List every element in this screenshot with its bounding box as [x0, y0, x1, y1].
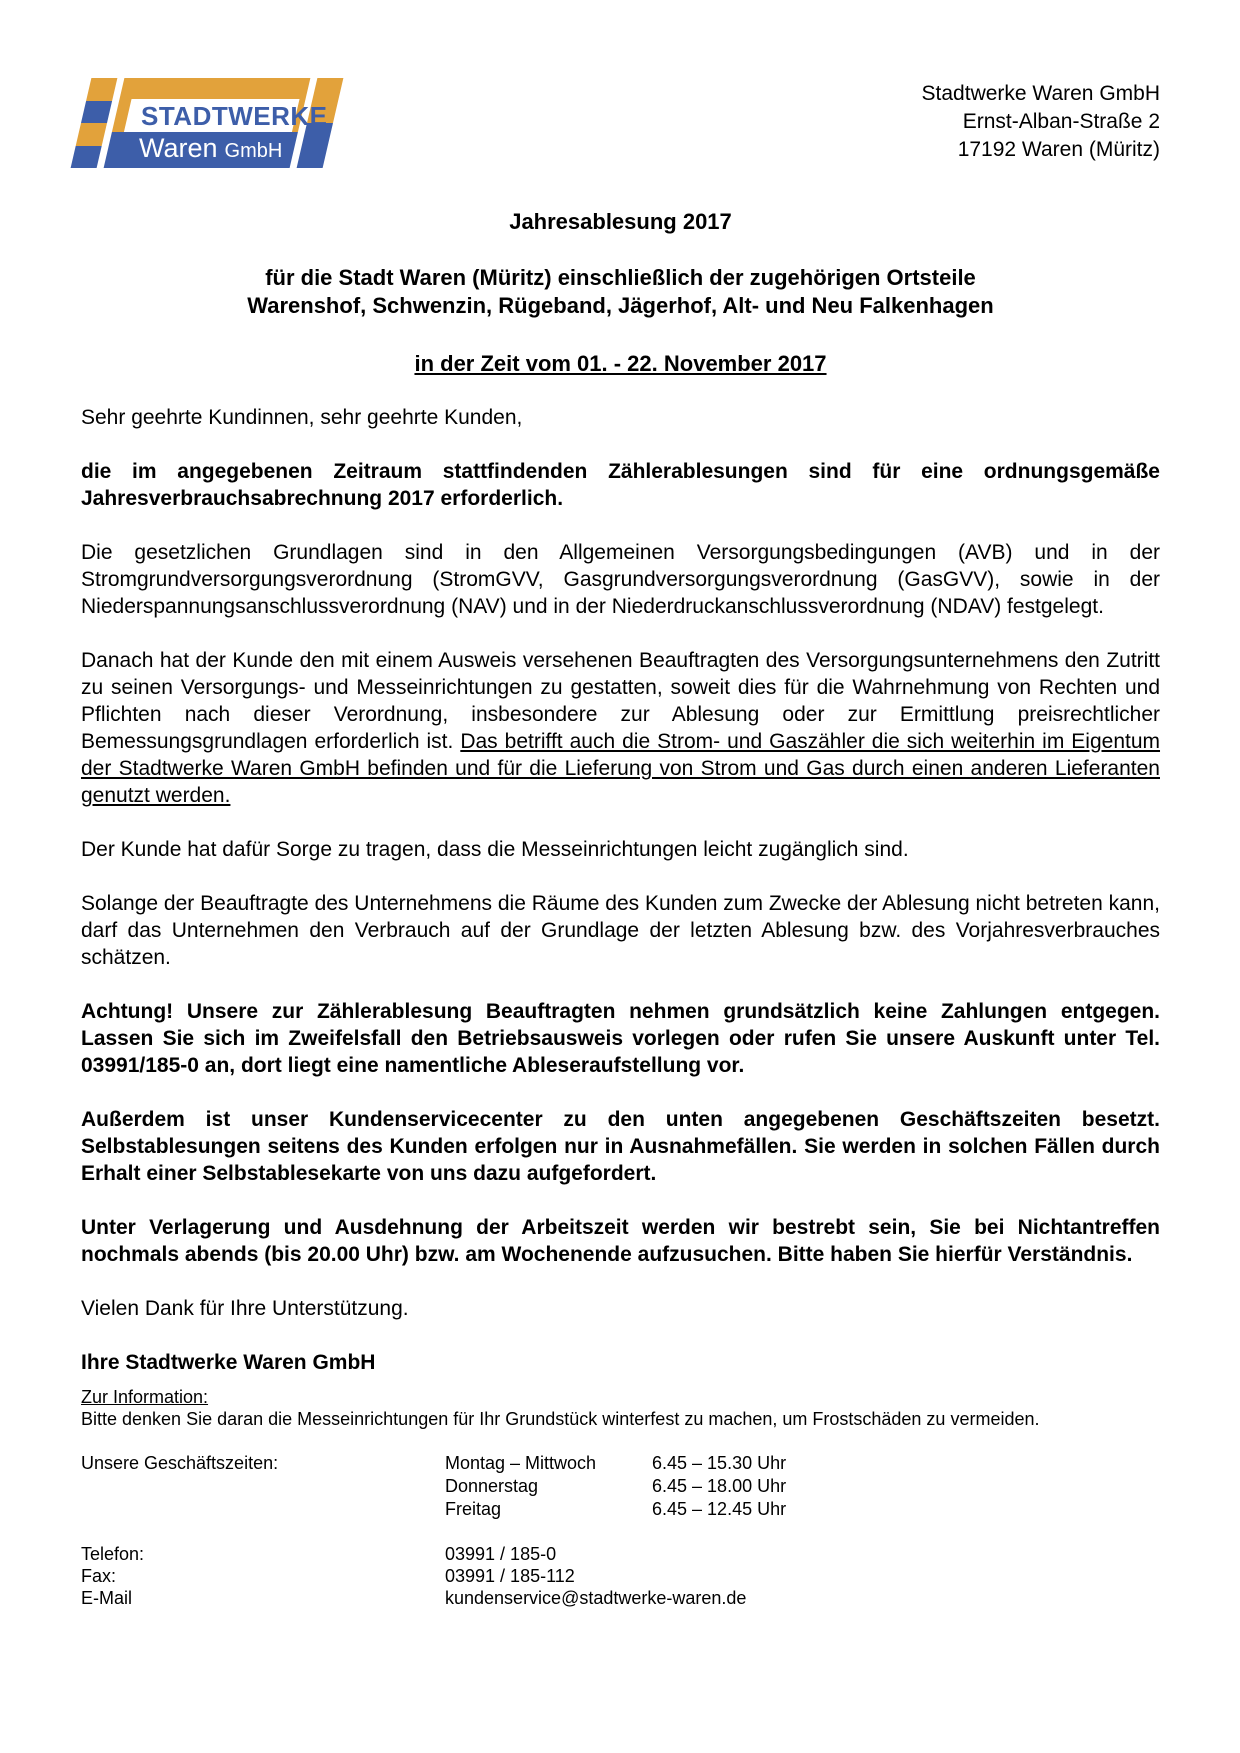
hours-time: 6.45 – 12.45 Uhr — [652, 1499, 787, 1519]
logo-stripe — [71, 146, 102, 169]
logo-subtitle — [139, 134, 282, 165]
paragraph-no-payments: Achtung! Unsere zur Zählerablesung Beauftragten nehmen grundsätzlich keine Zahlungen entgegen. Lassen Sie sich im Zweifelsfall den Betriebsausweis vorlegen oder rufen Sie unsere Auskunft unter Tel. 03991/185-0 an, dort liegt eine namentliche Ableseraufstellung vor. — [81, 1000, 1160, 1077]
contact-value: kundenservice@stadtwerke-waren.de — [445, 1588, 747, 1608]
business-hours — [81, 1452, 1160, 1521]
logo-stripe — [76, 123, 107, 146]
table-row — [81, 1543, 1160, 1565]
hours-time: 6.45 – 18.00 Uhr — [652, 1476, 787, 1496]
hours-days: Montag – Mittwoch — [445, 1453, 597, 1473]
logo-stripe — [86, 78, 117, 101]
info-heading: Zur Information: — [81, 1387, 209, 1407]
table-row — [81, 1587, 1160, 1609]
hours-days: Freitag — [445, 1499, 502, 1519]
letter-header — [81, 78, 1160, 170]
contact-value: 03991 / 185-112 — [445, 1566, 575, 1586]
paragraph-accessibility: Der Kunde hat dafür Sorge zu tragen, dass die Messeinrichtungen leicht zugänglich sind. — [81, 838, 909, 861]
table-row — [445, 1452, 786, 1475]
business-hours-label: Unsere Geschäftszeiten: — [81, 1453, 279, 1473]
contact-block — [81, 1543, 1160, 1609]
hours-days: Donnerstag — [445, 1476, 539, 1496]
paragraph-legal-basis: Die gesetzlichen Grundlagen sind in den Allgemeinen Versorgungsbedingungen (AVB) und in der Stromgrundversorgungsverordnung (StromGVV, Gasgrundversorgungsverordnung (GasGVV), sowie in der Niederspannungsanschlussverordnung (NAV) und in der Niederdruckanschlussverordnung (NDAV) festgelegt. — [81, 541, 1160, 618]
logo-subtitle-suffix: GmbH — [224, 140, 283, 162]
signature-line: Ihre Stadtwerke Waren GmbH — [81, 1351, 376, 1374]
contact-label: E-Mail — [81, 1588, 133, 1608]
paragraph-service-center: Außerdem ist unser Kundenservicecenter zu den unten angegebenen Geschäftszeiten besetzt. Selbstablesungen seitens des Kunden erfolgen nur in Ausnahmefällen. Sie werden in solchen Fällen durch Erhalt einer Selbstablesekarte von uns dazu aufgefordert. — [81, 1108, 1160, 1185]
logo-orange-band — [120, 78, 311, 99]
business-hours-table — [445, 1452, 786, 1521]
hours-time: 6.45 – 15.30 Uhr — [652, 1453, 787, 1473]
thanks-line: Vielen Dank für Ihre Unterstützung. — [81, 1297, 409, 1320]
contact-value: 03991 / 185-0 — [445, 1544, 557, 1564]
reading-period: in der Zeit vom 01. - 22. November 2017 — [414, 351, 827, 376]
subtitle-line-2: Warenshof, Schwenzin, Rügeband, Jägerhof, Alt- und Neu Falkenhagen — [247, 293, 994, 318]
sender-city: 17192 Waren (Müritz) — [957, 138, 1160, 161]
document-subtitle — [81, 264, 1160, 320]
logo-stripe — [81, 101, 112, 124]
sender-street: Ernst-Alban-Straße 2 — [962, 110, 1160, 133]
logo-subtitle-word: Waren — [139, 133, 218, 163]
sender-address-block — [922, 80, 1160, 164]
contact-label: Fax: — [81, 1566, 117, 1586]
subtitle-line-1: für die Stadt Waren (Müritz) einschließlich der zugehörigen Ortsteile — [265, 265, 976, 290]
paragraph-access-normal: Danach hat der Kunde den mit einem Ausweis versehenen Beauftragten des Versorgungsunternehmens den Zutritt zu seinen Versorgungs- und Messeinrichtungen zu gestatten, soweit dies für die Wahrnehmung von Rechten und Pflichten nach dieser Verordnung, insbesondere zur Ablesung oder zur Ermittlung preisrechtlicher Bemessungsgrundlagen erforderlich ist. — [81, 649, 1160, 753]
info-text: Bitte denken Sie daran die Messeinrichtungen für Ihr Grundstück winterfest zu machen, um Frostschäden zu vermeiden. — [81, 1409, 1040, 1429]
sender-company: Stadtwerke Waren GmbH — [921, 82, 1160, 105]
paragraph-access-underlined: Das betrifft auch die Strom- und Gaszähler die sich weiterhin im Eigentum der Stadtwerke Waren GmbH befinden und für die Lieferung von Strom und Gas durch einen anderen Lieferanten genutzt werden. — [81, 730, 1161, 807]
paragraph-extended-hours: Unter Verlagerung und Ausdehnung der Arbeitszeit werden wir bestrebt sein, Sie bei Nichtantreffen nochmals abends (bis 20.00 Uhr) bzw. am Wochenende aufzusuchen. Bitte haben Sie hierfür Verständnis. — [81, 1216, 1160, 1266]
table-row — [81, 1565, 1160, 1587]
table-row — [445, 1475, 786, 1498]
salutation: Sehr geehrte Kundinnen, sehr geehrte Kunden, — [81, 406, 523, 429]
paragraph-estimation: Solange der Beauftragte des Unternehmens die Räume des Kunden zum Zwecke der Ablesung nicht betreten kann, darf das Unternehmen den Verbrauch auf der Grundlage der letzten Ablesung bzw. des Vorjahresverbrauches schätzen. — [81, 892, 1160, 969]
logo-title: STADTWERKE — [141, 101, 328, 131]
table-row — [445, 1498, 786, 1521]
stadtwerke-waren-logo — [81, 78, 339, 168]
paragraph-access-obligation — [81, 647, 1160, 809]
document-title: Jahresablesung 2017 — [509, 209, 732, 234]
contact-label: Telefon: — [81, 1544, 145, 1564]
paragraph-reading-required: die im angegebenen Zeitraum stattfindenden Zählerablesungen sind für eine ordnungsgemäße Jahresverbrauchsabrechnung 2017 erforderlich. — [81, 460, 1160, 510]
